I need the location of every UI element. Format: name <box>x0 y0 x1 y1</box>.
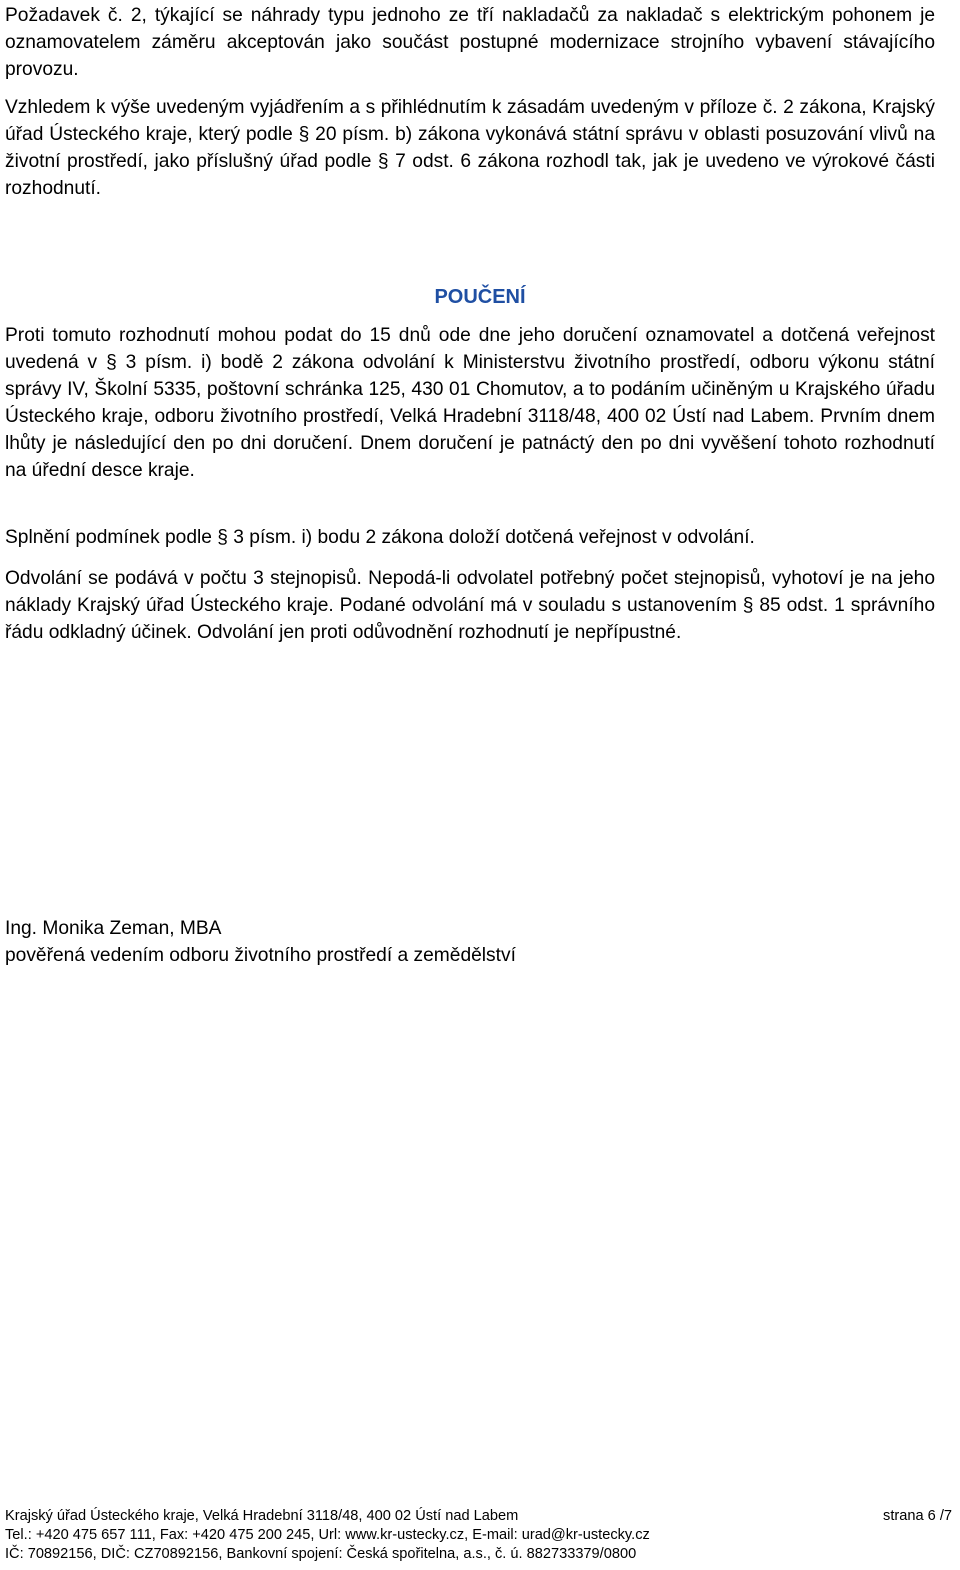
poučení-heading: POUČENÍ <box>434 286 526 308</box>
footer-bank-info: IČ: 70892156, DIČ: CZ70892156, Bankovní spojení: Česká spořitelna, a.s., č. ú. 882733379/0800 <box>5 1546 637 1562</box>
paragraph-copies: Odvolání se podává v počtu 3 stejnopisů. Nepodá-li odvolatel potřebný počet stejnopisů, vyhotoví je na jeho náklady Krajský úřad Ústeckého kraje. Podané odvolání má v souladu s ustanovením § 85 odst. 1 správního řádu odkladný účinek. Odvolání jen proti odůvodnění rozhodnutí je nepřípustné. <box>5 568 935 643</box>
signatory-title: pověřená vedením odboru životního prostředí a zemědělství <box>5 945 516 966</box>
footer-contacts: Tel.: +420 475 657 111, Fax: +420 475 200 245, Url: www.kr-ustecky.cz, E-mail: urad@kr-ustecky.cz <box>5 1527 650 1543</box>
footer-address: Krajský úřad Ústeckého kraje, Velká Hradební 3118/48, 400 02 Ústí nad Labem <box>5 1508 519 1524</box>
signatory-name: Ing. Monika Zeman, MBA <box>5 918 222 939</box>
paragraph-decision-request: Požadavek č. 2, týkající se náhrady typu jednoho ze tří nakladačů za nakladač s elektrickým pohonem je oznamovatelem záměru akceptován jako součást postupné modernizace strojního vybavení stávajícího provozu. <box>5 5 935 80</box>
page-number: strana 6 /7 <box>883 1508 952 1524</box>
paragraph-appeal-info: Proti tomuto rozhodnutí mohou podat do 15 dnů ode dne jeho doručení oznamovatel a dotčená veřejnost uvedená v § 3 písm. i) bodě 2 zákona odvolání k Ministerstvu životního prostředí, odboru výkonu státní správy IV, Školní 5335, poštovní schránka 125, 430 01 Chomutov, a to podáním učiněným u Krajského úřadu Ústeckého kraje, odboru životního prostředí, Velká Hradební 3118/48, 400 02 Ústí nad Labem. Prvním dnem lhůty je následující den po dni doručení. Dnem doručení je patnáctý den po dni vyvěšení tohoto rozhodnutí na úřední desce kraje. <box>5 325 935 481</box>
paragraph-decision-basis: Vzhledem k výše uvedeným vyjádřením a s přihlédnutím k zásadám uvedeným v příloze č. 2 zákona, Krajský úřad Ústeckého kraje, který podle § 20 písm. b) zákona vykonává státní správu v oblasti posuzování vlivů na životní prostředí, jako příslušný úřad podle § 7 odst. 6 zákona rozhodl tak, jak je uvedeno ve výrokové části rozhodnutí. <box>5 97 935 199</box>
paragraph-conditions: Splnění podmínek podle § 3 písm. i) bodu 2 zákona doloží dotčená veřejnost v odvolání. <box>5 527 755 548</box>
